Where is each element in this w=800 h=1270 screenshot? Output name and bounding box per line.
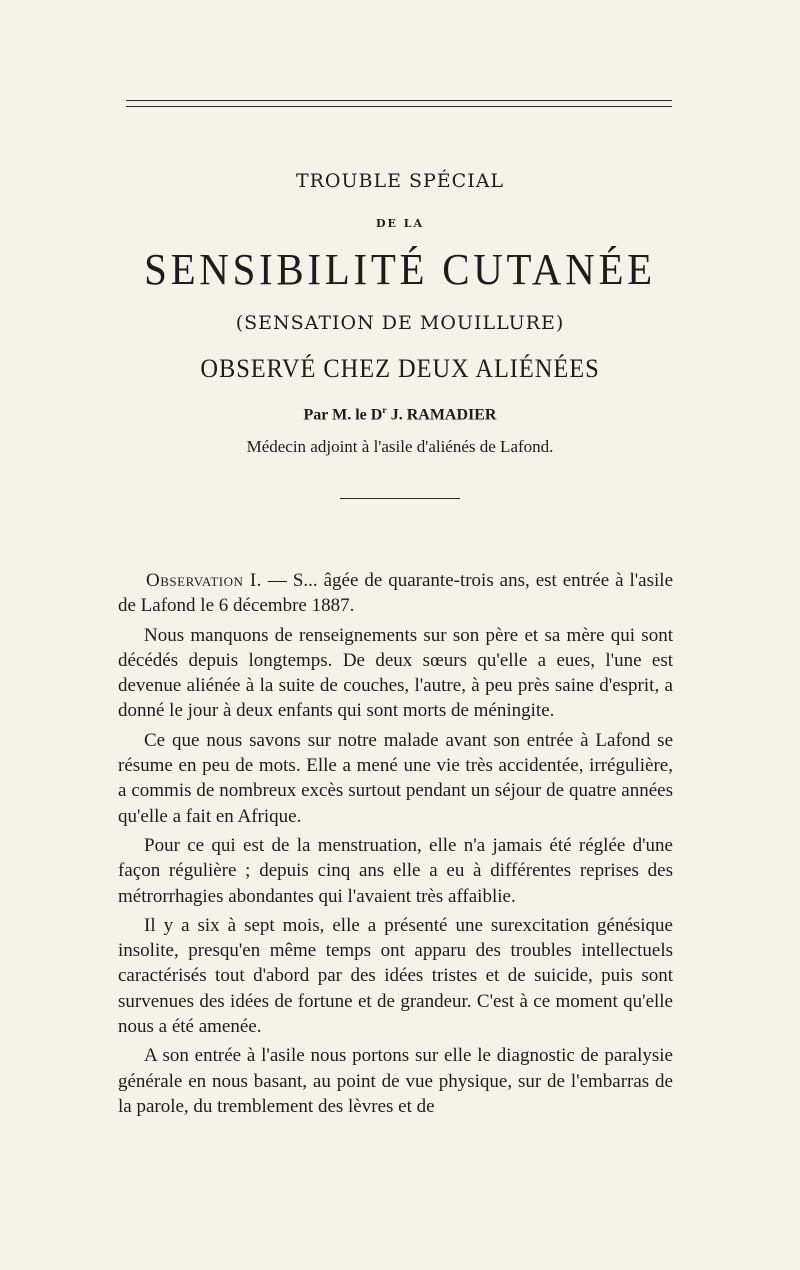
paragraph-6: A son entrée à l'asile nous portons sur elle le diagnostic de paralysie générale en nous basant, au point de vue physique, sur de l'embarras de la parole, du tremblement des lèvres et de — [118, 1045, 673, 1117]
paragraph-4: Pour ce qui est de la menstruation, elle n'a jamais été réglée d'une façon régulière ; depuis cinq ans elle a eu à différentes reprises des métrorrhagies abondantes qui l'avaient très affaiblie. — [118, 834, 673, 907]
paragraph-5: Il y a six à sept mois, elle a présenté une surexcitation génésique insolite, presqu'en même temps ont apparu des troubles intellectuels caractérisés tout d'abord par des idées tristes et de suicide, puis sont survenues des idées de fortune et de grandeur. C'est à ce moment qu'elle nous a été amenée. — [118, 914, 673, 1038]
observation-label: Observation I. — [146, 570, 262, 591]
author-name: J. RAMADIER — [386, 406, 497, 424]
header-rule-top — [126, 100, 672, 101]
section-divider — [340, 498, 460, 499]
author-line — [0, 405, 800, 424]
title-line-1: TROUBLE SPÉCIAL — [295, 170, 505, 192]
paragraph-2: Nous manquons de renseignements sur son père et sa mère qui sont décédés depuis longtemps. De deux sœurs qu'elle a eues, l'une est devenue aliénée à la suite de couches, l'autre, à peu près saine d'esprit, a donné le jour à deux enfants qui sont morts de méningite. — [118, 624, 673, 722]
article-body — [118, 568, 673, 1123]
paragraph-3: Ce que nous savons sur notre malade avant son entrée à Lafond se résume en peu de mots. Elle a mené une vie très accidentée, irrégulière, a commis de nombreux excès surtout pendant un séjour de quatre années qu'elle a fait en Afrique. — [118, 729, 673, 827]
header-rule-bottom — [126, 106, 672, 107]
author-prefix: Par M. le D — [303, 406, 383, 424]
main-title: SENSIBILITÉ CUTANÉE — [144, 245, 656, 294]
author-affiliation: Médecin adjoint à l'asile d'aliénés de Lafond. — [246, 437, 554, 456]
title-line-2: DE LA — [375, 217, 425, 230]
paragraph-1-text: — S... âgée de quarante-trois ans, est entrée à l'asile de Lafond le 6 décembre 1887. — [118, 570, 673, 617]
title-line-3: OBSERVÉ CHEZ DEUX ALIÉNÉES — [200, 354, 600, 383]
paragraph-1 — [118, 568, 673, 619]
author-sup: r — [382, 405, 387, 416]
subtitle: (SENSATION DE MOUILLURE) — [235, 312, 565, 334]
